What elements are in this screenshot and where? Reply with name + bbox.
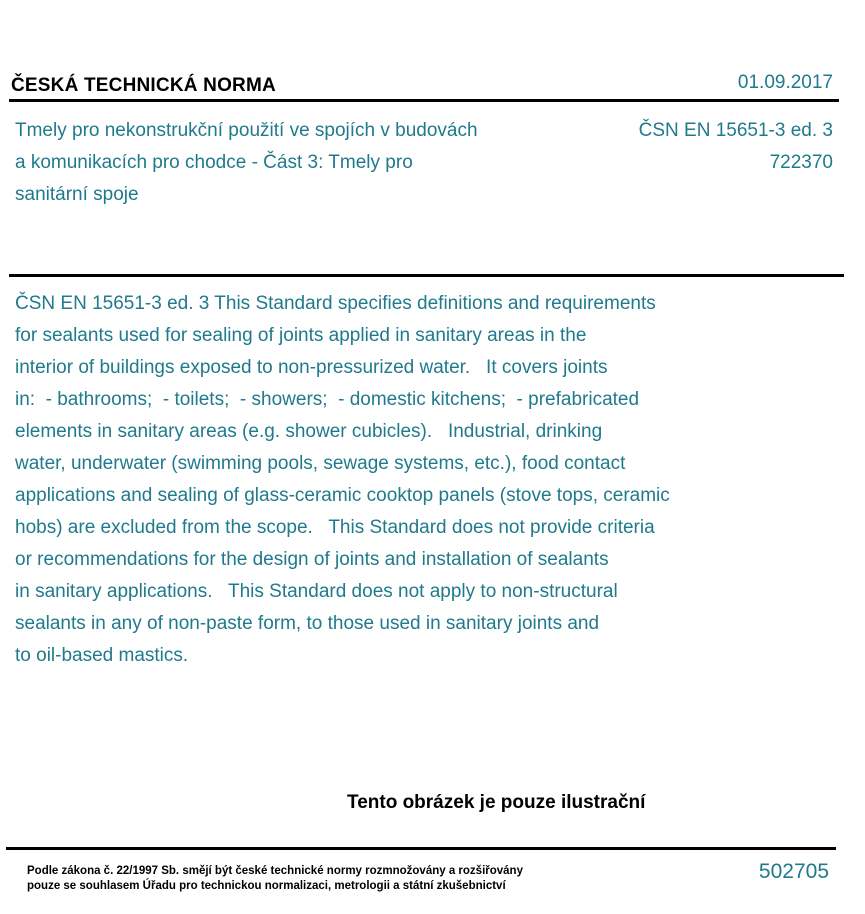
abstract-line: interior of buildings exposed to non-pressurized water. It covers joints	[15, 357, 608, 378]
abstract-line: in sanitary applications. This Standard does not apply to non-structural	[15, 581, 618, 602]
norm-heading: ČESKÁ TECHNICKÁ NORMA	[11, 75, 276, 96]
footer-divider	[6, 847, 836, 850]
standard-code-block	[639, 115, 833, 179]
document-number: 502705	[758, 860, 829, 883]
standard-title: Tmely pro nekonstrukční použití ve spojích v budovách a komunikacích pro chodce - Část 3: Tmely pro sanitární spoje	[15, 120, 478, 205]
legal-line: pouze se souhlasem Úřadu pro technickou normalizaci, metrologii a státní zkušebnictví	[27, 880, 506, 892]
legal-line: Podle zákona č. 22/1997 Sb. smějí být české technické normy rozmnožovány a rozšiřovány	[27, 865, 523, 877]
abstract-line: hobs) are excluded from the scope. This Standard does not provide criteria	[15, 517, 655, 538]
abstract-line: for sealants used for sealing of joints applied in sanitary areas in the	[15, 325, 587, 346]
title-divider	[9, 274, 844, 277]
abstract-line: ČSN EN 15651-3 ed. 3 This Standard specifies definitions and requirements	[15, 293, 656, 314]
abstract-line: elements in sanitary areas (e.g. shower cubicles). Industrial, drinking	[15, 421, 603, 442]
abstract-line: or recommendations for the design of joints and installation of sealants	[15, 549, 609, 570]
legal-notice	[27, 864, 523, 894]
publication-date: 01.09.2017	[737, 72, 833, 93]
abstract-line: in: - bathrooms; - toilets; - showers; - domestic kitchens; - prefabricated	[15, 389, 640, 410]
standard-code: ČSN EN 15651-3 ed. 3	[638, 120, 833, 141]
abstract-line: to oil-based mastics.	[15, 645, 189, 666]
abstract-text	[15, 288, 775, 672]
abstract-line: water, underwater (swimming pools, sewage systems, etc.), food contact	[15, 453, 626, 474]
class-number: 722370	[769, 152, 833, 173]
header-divider	[9, 99, 839, 102]
abstract-line: sealants in any of non-paste form, to those used in sanitary joints and	[15, 613, 600, 634]
abstract-line: applications and sealing of glass-ceramic cooktop panels (stove tops, ceramic	[15, 485, 670, 506]
illustration-note: Tento obrázek je pouze ilustrační	[347, 792, 646, 813]
